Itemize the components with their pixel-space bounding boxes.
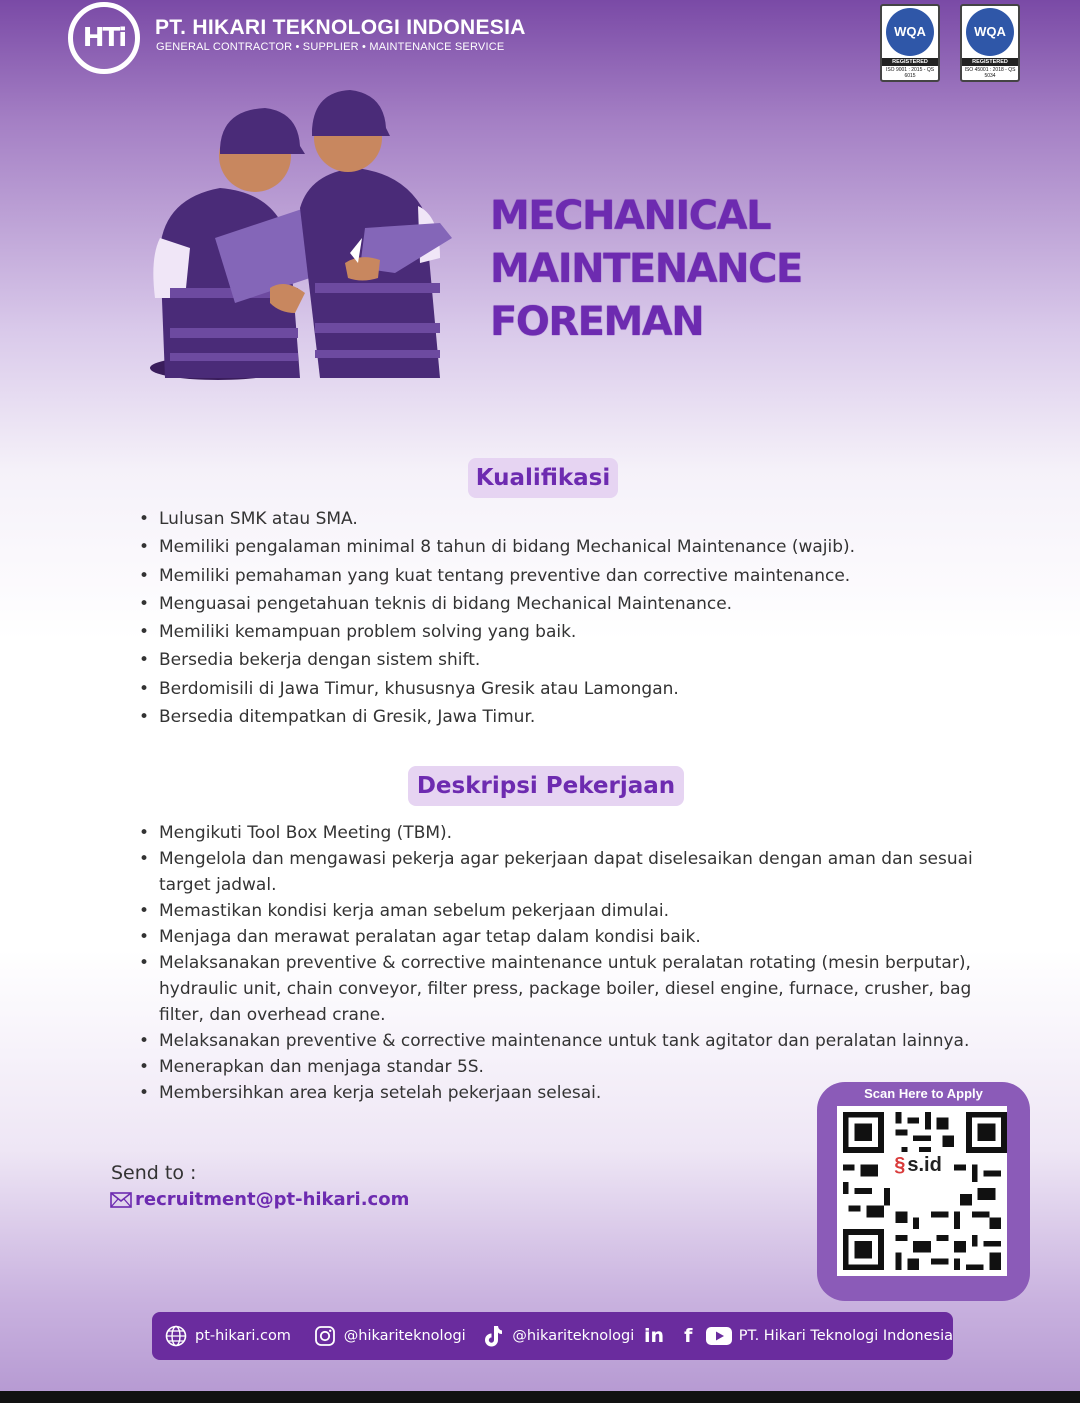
list-item: • Memiliki kemampuan problem solving yang baik. xyxy=(139,618,1039,646)
list-item: • Membersihkan area kerja setelah pekerjaan selesai. xyxy=(139,1080,999,1106)
company-name: PT. HIKARI TEKNOLOGI INDONESIA xyxy=(155,16,526,39)
list-item: • Bersedia bekerja dengan sistem shift. xyxy=(139,646,1039,674)
list-item: • Menerapkan dan menjaga standar 5S. xyxy=(139,1054,999,1080)
job-title-line2: FOREMAN xyxy=(490,299,704,345)
list-item: • Melaksanakan preventive & corrective maintenance untuk peralatan rotating (mesin berputar), hydraulic unit, chain conveyor, filter press, package boiler, diesel engine, furnace, crusher, bag filter, dan overhead crane. xyxy=(139,950,999,1028)
list-item: • Mengelola dan mengawasi pekerja agar pekerjaan dapat diselesaikan dengan aman dan sesuai target jadwal. xyxy=(139,846,999,898)
job-title-line1: MECHANICAL MAINTENANCE xyxy=(490,193,802,292)
list-item: • Memiliki pengalaman minimal 8 tahun di bidang Mechanical Maintenance (wajib). xyxy=(139,533,1039,561)
send-to-label: Send to : xyxy=(111,1162,197,1184)
wqa-iso9001-certificate xyxy=(880,4,940,82)
website-text: pt-hikari.com xyxy=(195,1328,291,1344)
qualifications-list xyxy=(139,505,1039,731)
instagram-handle: @hikariteknologi xyxy=(343,1328,466,1344)
instagram-link[interactable] xyxy=(313,1324,482,1348)
list-item: • Mengikuti Tool Box Meeting (TBM). xyxy=(139,820,999,846)
cert-band: REGISTERED xyxy=(962,58,1018,66)
qr-brand-text: s.id xyxy=(907,1153,942,1176)
logo-text: HTi xyxy=(82,23,126,53)
qr-brand-logo xyxy=(883,1152,953,1178)
tiktok-icon xyxy=(481,1324,505,1348)
facebook-link[interactable] xyxy=(678,1324,706,1348)
job-description-heading: Deskripsi Pekerjaan xyxy=(408,766,684,806)
mail-icon xyxy=(110,1192,132,1208)
qr-label: Scan Here to Apply xyxy=(864,1086,983,1101)
list-item: • Melaksanakan preventive & corrective maintenance untuk tank agitator dan peralatan lainnya. xyxy=(139,1028,999,1054)
cert-badge: WQA xyxy=(966,8,1014,56)
list-item: • Menjaga dan merawat peralatan agar tetap dalam kondisi baik. xyxy=(139,924,999,950)
cert-badge: WQA xyxy=(886,8,934,56)
list-item: • Berdomisili di Jawa Timur, khususnya Gresik atau Lamongan. xyxy=(139,675,1039,703)
instagram-icon xyxy=(313,1324,337,1348)
linkedin-link[interactable] xyxy=(642,1324,678,1348)
youtube-link[interactable] xyxy=(706,1324,953,1348)
linkedin-icon: in xyxy=(643,1325,665,1347)
wqa-iso45001-certificate xyxy=(960,4,1020,82)
globe-icon xyxy=(164,1324,188,1348)
website-link[interactable] xyxy=(164,1324,313,1348)
qr-code-icon xyxy=(837,1106,1007,1276)
list-item: • Bersedia ditempatkan di Gresik, Jawa Timur. xyxy=(139,703,1039,731)
tiktok-link[interactable] xyxy=(481,1324,642,1348)
qr-apply-box[interactable] xyxy=(817,1082,1030,1301)
list-item: • Menguasai pengetahuan teknis di bidang Mechanical Maintenance. xyxy=(139,590,1039,618)
tiktok-handle: @hikariteknologi xyxy=(512,1328,635,1344)
qualifications-heading: Kualifikasi xyxy=(468,458,618,498)
footer-contact-bar xyxy=(152,1312,953,1360)
company-channel: PT. Hikari Teknologi Indonesia xyxy=(738,1328,953,1344)
job-title xyxy=(490,190,1070,349)
sid-logo-icon: § xyxy=(894,1153,906,1176)
company-logo xyxy=(68,2,140,74)
youtube-icon xyxy=(706,1324,732,1348)
cert-iso: ISO 45001 : 2018 - QS 5034 xyxy=(964,67,1016,79)
bottom-edge-bar xyxy=(0,1391,1080,1403)
cert-band: REGISTERED xyxy=(882,58,938,66)
list-item: • Lulusan SMK atau SMA. xyxy=(139,505,1039,533)
facebook-icon: f xyxy=(684,1325,693,1347)
job-description-list xyxy=(139,820,999,1106)
company-tagline: GENERAL CONTRACTOR • SUPPLIER • MAINTENANCE SERVICE xyxy=(156,41,505,53)
email-link[interactable] xyxy=(110,1189,409,1210)
email-text: recruitment@pt-hikari.com xyxy=(135,1189,410,1210)
list-item: • Memiliki pemahaman yang kuat tentang preventive dan corrective maintenance. xyxy=(139,562,1039,590)
list-item: • Memastikan kondisi kerja aman sebelum pekerjaan dimulai. xyxy=(139,898,999,924)
cert-iso: ISO 9001 : 2015 - QS 6015 xyxy=(885,67,935,79)
workers-illustration xyxy=(140,88,470,398)
